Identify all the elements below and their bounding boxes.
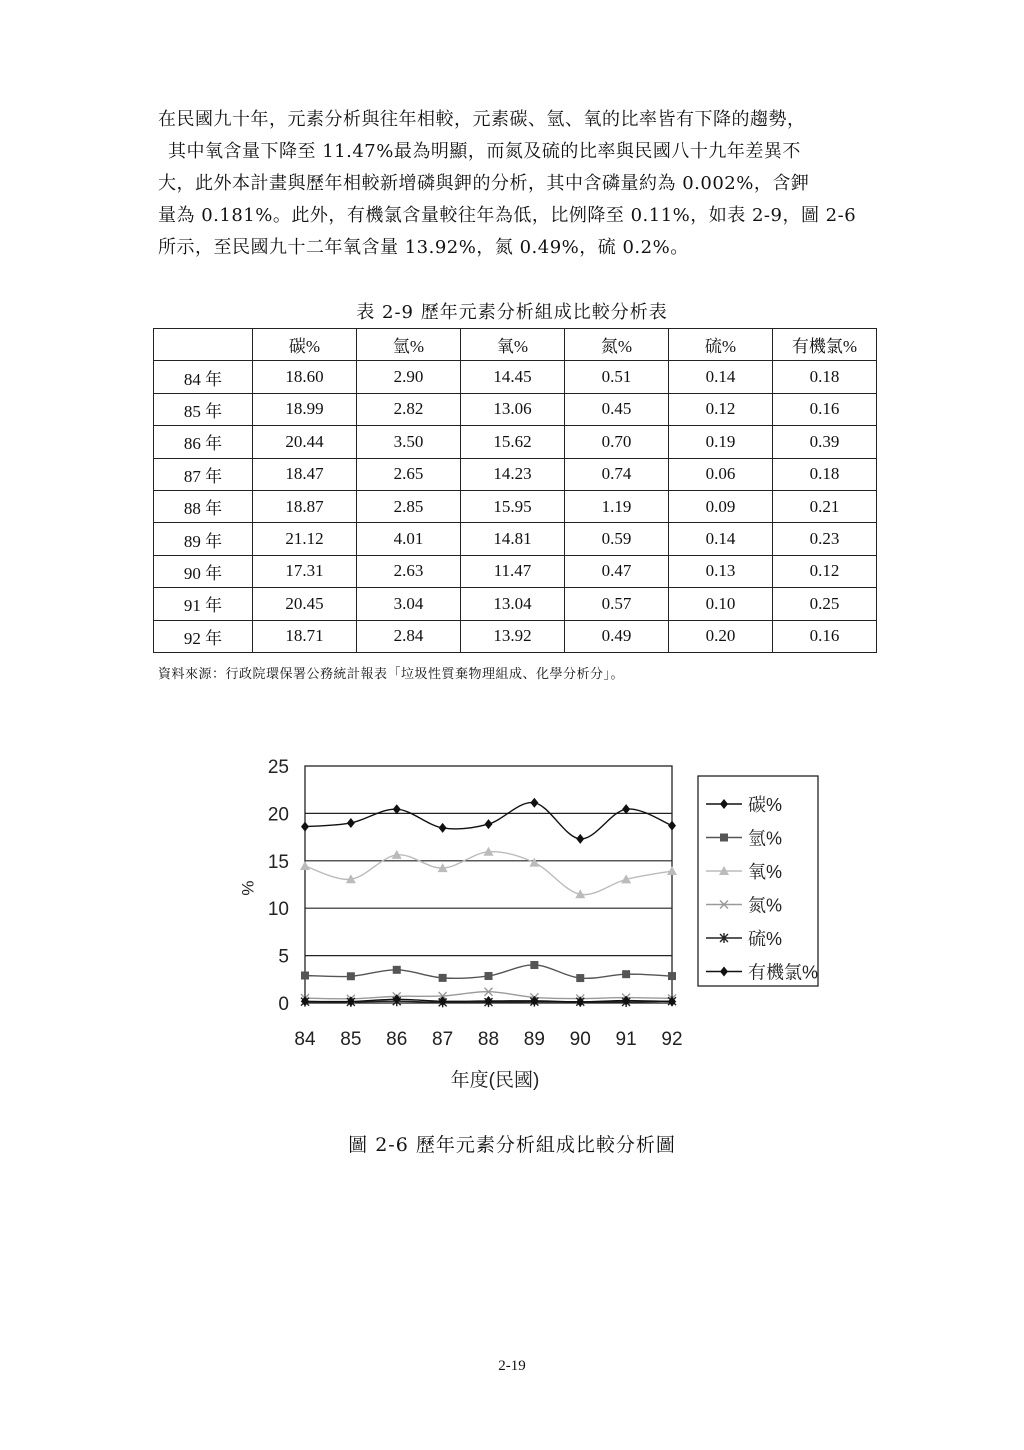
value-cell: 20.44	[253, 426, 357, 458]
value-cell: 2.85	[357, 490, 461, 522]
year-cell: 87 年	[154, 458, 253, 490]
data-point	[530, 798, 538, 808]
table-row	[154, 458, 877, 490]
data-point	[347, 818, 355, 828]
header-cell: 氮%	[565, 329, 669, 361]
table-row	[154, 490, 877, 522]
value-cell: 18.87	[253, 490, 357, 522]
value-cell: 0.16	[773, 393, 877, 425]
value-cell: 18.60	[253, 361, 357, 393]
year-cell: 89 年	[154, 523, 253, 555]
value-cell: 14.23	[461, 458, 565, 490]
element-line-chart	[220, 748, 840, 1108]
x-tick-label: 92	[661, 1029, 683, 1050]
value-cell: 13.92	[461, 620, 565, 652]
value-cell: 0.70	[565, 426, 669, 458]
data-point	[439, 823, 447, 833]
data-point	[622, 804, 630, 814]
value-cell: 0.14	[669, 361, 773, 393]
value-cell: 0.14	[669, 523, 773, 555]
value-cell: 18.47	[253, 458, 357, 490]
table-row	[154, 523, 877, 555]
table-row	[154, 393, 877, 425]
series-line	[305, 852, 672, 895]
x-tick-label: 88	[477, 1029, 500, 1050]
data-point	[393, 966, 401, 974]
data-point	[667, 866, 677, 875]
chart-series	[300, 798, 677, 1008]
value-cell: 0.57	[565, 588, 669, 620]
value-cell: 0.74	[565, 458, 669, 490]
paragraph-line: 大，此外本計畫與歷年相較新增磷與鉀的分析，其中含磷量約為 0.002%，含鉀	[158, 173, 810, 194]
legend-label: 有機氯%	[748, 962, 819, 983]
value-cell: 0.18	[773, 458, 877, 490]
header-cell: 碳%	[253, 329, 357, 361]
value-cell: 13.06	[461, 393, 565, 425]
y-tick-label: 0	[278, 994, 289, 1015]
value-cell: 13.04	[461, 588, 565, 620]
legend-label: 氧%	[748, 862, 783, 882]
paragraph-line: 所示，至民國九十二年氧含量 13.92%，氮 0.49%，硫 0.2%。	[158, 237, 689, 258]
value-cell: 2.65	[357, 458, 461, 490]
value-cell: 4.01	[357, 523, 461, 555]
data-point	[668, 972, 676, 980]
chart-axes	[268, 757, 683, 1050]
x-tick-label: 84	[294, 1029, 316, 1050]
table-row	[154, 620, 877, 652]
value-cell: 0.25	[773, 588, 877, 620]
value-cell: 0.23	[773, 523, 877, 555]
paragraph-line: 量為 0.181%。此外，有機氯含量較往年為低，比例降至 0.11%，如表 2-9，圖 2-6	[158, 205, 857, 226]
value-cell: 0.16	[773, 620, 877, 652]
y-axis-label: %	[238, 880, 257, 896]
value-cell: 15.62	[461, 426, 565, 458]
data-point	[529, 858, 539, 867]
legend-label: 碳%	[748, 795, 783, 815]
value-cell: 0.12	[669, 393, 773, 425]
value-cell: 0.39	[773, 426, 877, 458]
legend-label: 氮%	[748, 895, 783, 916]
header-cell: 硫%	[669, 329, 773, 361]
data-point	[439, 974, 447, 982]
value-cell: 0.49	[565, 620, 669, 652]
value-cell: 14.45	[461, 361, 565, 393]
value-cell: 18.99	[253, 393, 357, 425]
value-cell: 0.06	[669, 458, 773, 490]
legend-label: 硫%	[748, 929, 783, 949]
data-point	[530, 961, 538, 969]
table-row	[154, 588, 877, 620]
value-cell: 3.04	[357, 588, 461, 620]
value-cell: 0.51	[565, 361, 669, 393]
table-header-row	[154, 329, 877, 361]
body-paragraph	[158, 104, 894, 264]
value-cell: 0.20	[669, 620, 773, 652]
value-cell: 11.47	[461, 555, 565, 587]
header-cell: 氧%	[461, 329, 565, 361]
table-row	[154, 361, 877, 393]
table-row	[154, 426, 877, 458]
data-point	[347, 972, 355, 980]
value-cell: 17.31	[253, 555, 357, 587]
year-cell: 90 年	[154, 555, 253, 587]
value-cell: 3.50	[357, 426, 461, 458]
value-cell: 2.90	[357, 361, 461, 393]
page-number: 2-19	[498, 1358, 526, 1374]
value-cell: 0.18	[773, 361, 877, 393]
x-axis-label: 年度(民國)	[450, 1070, 540, 1091]
year-cell: 86 年	[154, 426, 253, 458]
table-title: 表 2-9 歷年元素分析組成比較分析表	[356, 302, 668, 323]
value-cell: 0.13	[669, 555, 773, 587]
value-cell: 2.82	[357, 393, 461, 425]
data-point	[485, 972, 493, 980]
year-cell: 91 年	[154, 588, 253, 620]
value-cell: 0.09	[669, 490, 773, 522]
x-tick-label: 89	[523, 1029, 545, 1050]
value-cell: 20.45	[253, 588, 357, 620]
header-cell	[154, 329, 253, 361]
year-cell: 85 年	[154, 393, 253, 425]
data-point	[622, 970, 630, 978]
value-cell: 0.21	[773, 490, 877, 522]
legend-marker	[720, 834, 728, 842]
table-body	[154, 361, 877, 653]
year-cell: 88 年	[154, 490, 253, 522]
chart-grid	[305, 766, 672, 1003]
x-tick-label: 87	[432, 1029, 454, 1050]
table-source-note: 資料來源：行政院環保署公務統計報表「垃圾性質棄物理組成、化學分析分」。	[158, 667, 625, 682]
year-cell: 84 年	[154, 361, 253, 393]
x-tick-label: 91	[615, 1029, 637, 1050]
value-cell: 0.12	[773, 555, 877, 587]
value-cell: 14.81	[461, 523, 565, 555]
y-tick-label: 15	[267, 851, 289, 873]
paragraph-line: 在民國九十年，元素分析與往年相較，元素碳、氫、氧的比率皆有下降的趨勢，	[158, 109, 806, 130]
chart-legend	[698, 776, 818, 986]
data-point	[393, 804, 401, 814]
figure-caption: 圖 2-6 歷年元素分析組成比較分析圖	[348, 1134, 676, 1156]
data-point	[576, 834, 584, 844]
table-row	[154, 555, 877, 587]
x-tick-label: 90	[569, 1029, 591, 1050]
element-analysis-table	[153, 328, 877, 653]
data-point	[301, 972, 309, 980]
value-cell: 0.45	[565, 393, 669, 425]
value-cell: 0.19	[669, 426, 773, 458]
year-cell: 92 年	[154, 620, 253, 652]
y-tick-label: 25	[267, 757, 289, 778]
y-tick-label: 20	[267, 804, 289, 826]
value-cell: 0.47	[565, 555, 669, 587]
x-tick-label: 86	[386, 1029, 408, 1050]
y-tick-label: 5	[278, 946, 289, 968]
data-point	[576, 974, 584, 982]
plot-frame	[305, 766, 672, 1003]
value-cell: 0.10	[669, 588, 773, 620]
header-cell: 有機氯%	[773, 329, 877, 361]
value-cell: 1.19	[565, 490, 669, 522]
value-cell: 0.59	[565, 523, 669, 555]
data-point	[485, 819, 493, 829]
data-point	[668, 821, 676, 831]
y-tick-label: 10	[267, 899, 289, 921]
value-cell: 2.63	[357, 555, 461, 587]
legend-label: 氫%	[748, 828, 783, 849]
x-tick-label: 85	[340, 1029, 362, 1050]
value-cell: 15.95	[461, 490, 565, 522]
value-cell: 18.71	[253, 620, 357, 652]
data-point	[300, 861, 310, 870]
data-point	[301, 822, 309, 832]
value-cell: 21.12	[253, 523, 357, 555]
header-cell: 氫%	[357, 329, 461, 361]
paragraph-line: 其中氧含量下降至 11.47%最為明顯，而氮及硫的比率與民國八十九年差異不	[168, 141, 801, 162]
value-cell: 2.84	[357, 620, 461, 652]
